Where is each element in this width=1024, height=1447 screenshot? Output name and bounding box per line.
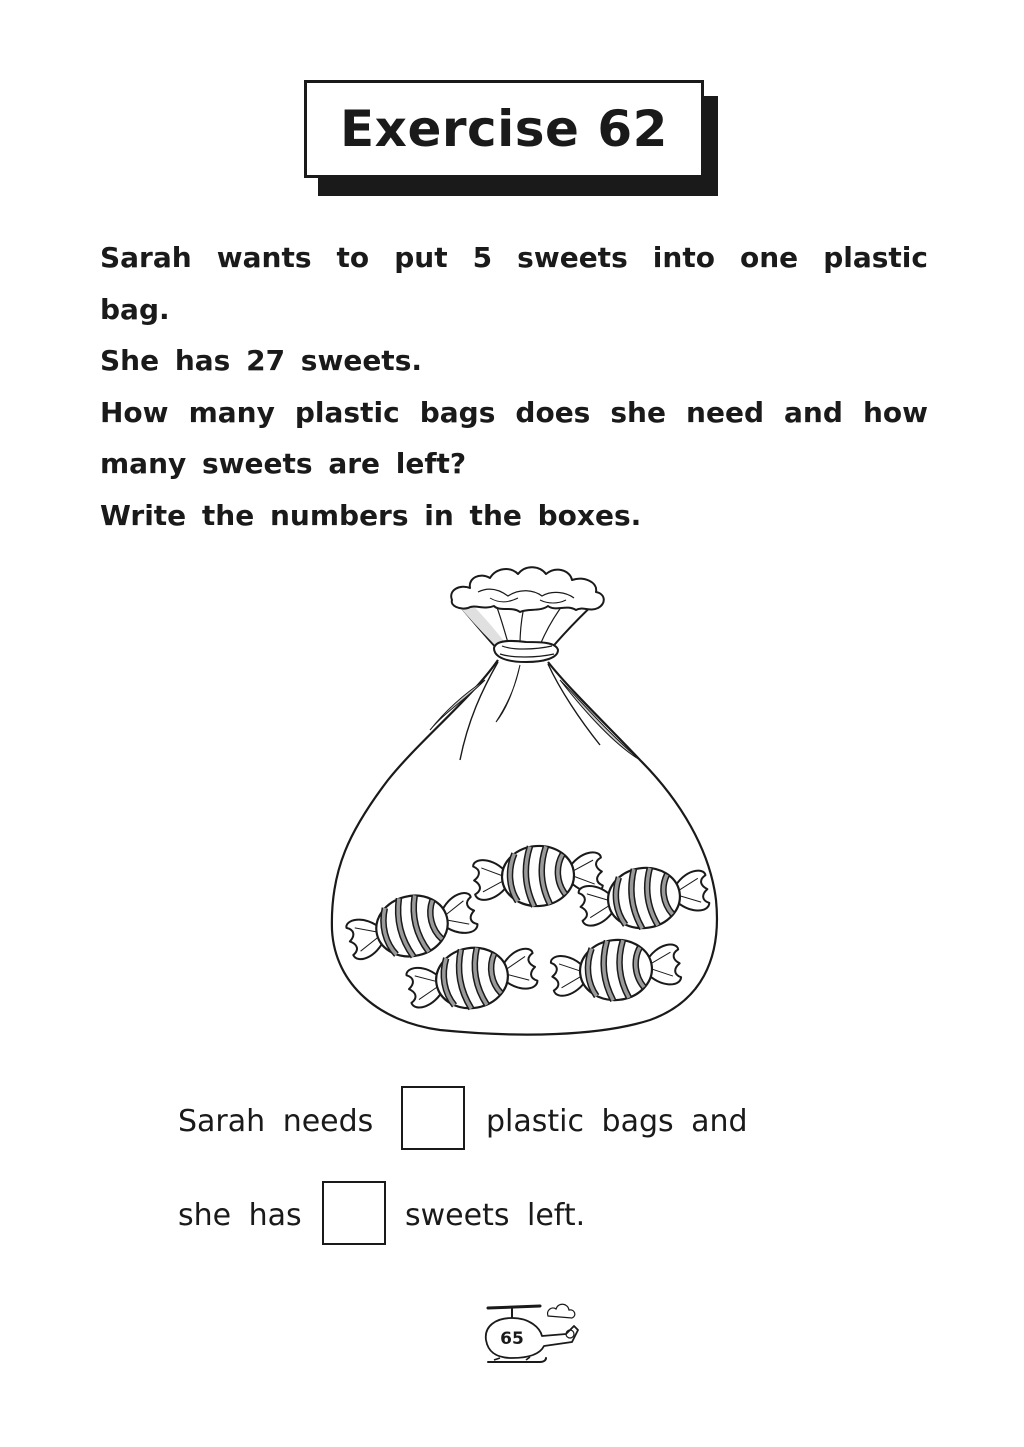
answer-line2-before: she has <box>178 1198 302 1233</box>
question-line-5: Write the numbers in the boxes. <box>100 498 642 532</box>
exercise-title <box>304 80 720 198</box>
sweets-left-answer-box[interactable] <box>322 1181 386 1245</box>
answer-line1-before: Sarah needs <box>178 1104 374 1139</box>
question-line-4: many sweets are left? <box>100 447 467 480</box>
question-text <box>100 232 928 541</box>
answer-line1-after: plastic bags and <box>486 1104 748 1139</box>
question-line-3: How many plastic bags does she need and how <box>100 395 928 429</box>
question-line-2: She has 27 sweets. <box>100 344 422 377</box>
bags-answer-box[interactable] <box>401 1086 465 1150</box>
page-number: 65 <box>500 1329 524 1349</box>
title-text: Exercise 62 <box>340 100 668 158</box>
answer-line2-after: sweets left. <box>405 1198 586 1233</box>
question-line-1: Sarah wants to put 5 sweets into one plastic bag. <box>100 241 928 326</box>
title-box <box>304 80 704 178</box>
bag-of-sweets-illustration <box>320 555 740 1045</box>
